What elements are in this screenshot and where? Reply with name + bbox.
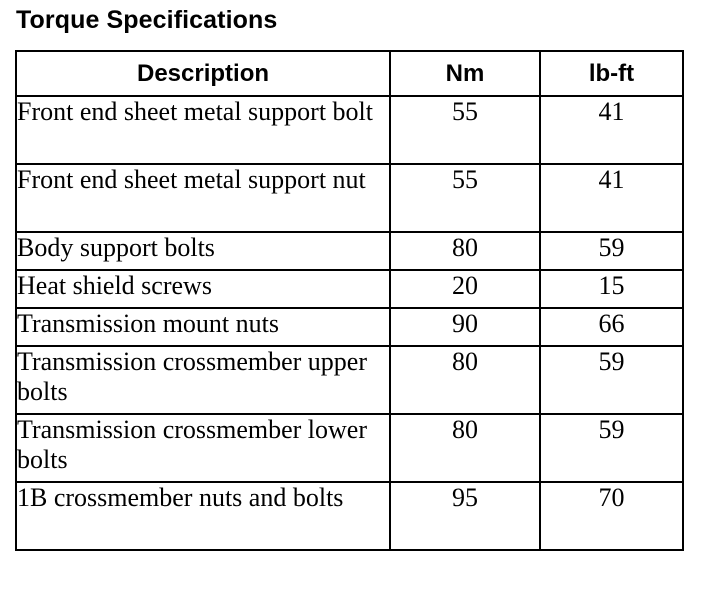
nm-cell: 80 <box>390 346 540 414</box>
table-row <box>16 96 683 164</box>
column-header-description: Description <box>16 51 390 96</box>
nm-cell: 95 <box>390 482 540 550</box>
description-cell: 1B crossmember nuts and bolts <box>16 482 390 550</box>
description-cell: Body support bolts <box>16 232 390 270</box>
table-row <box>16 232 683 270</box>
table-row <box>16 346 683 414</box>
description-cell: Transmission mount nuts <box>16 308 390 346</box>
lbft-cell: 41 <box>540 164 683 232</box>
description-cell: Front end sheet metal support bolt <box>16 96 390 164</box>
table-row <box>16 308 683 346</box>
nm-cell: 55 <box>390 164 540 232</box>
lbft-cell: 66 <box>540 308 683 346</box>
description-cell: Transmission crossmember upper bolts <box>16 346 390 414</box>
lbft-cell: 59 <box>540 232 683 270</box>
description-cell: Front end sheet metal support nut <box>16 164 390 232</box>
nm-cell: 80 <box>390 414 540 482</box>
description-cell: Heat shield screws <box>16 270 390 308</box>
table-row <box>16 270 683 308</box>
lbft-cell: 15 <box>540 270 683 308</box>
table-row <box>16 482 683 550</box>
nm-cell: 55 <box>390 96 540 164</box>
description-cell: Transmission crossmember lower bolts <box>16 414 390 482</box>
lbft-cell: 59 <box>540 414 683 482</box>
table-row <box>16 414 683 482</box>
torque-specifications-table <box>15 50 684 551</box>
column-header-nm: Nm <box>390 51 540 96</box>
nm-cell: 20 <box>390 270 540 308</box>
page-title: Torque Specifications <box>16 6 278 34</box>
lbft-cell: 59 <box>540 346 683 414</box>
table-header-row <box>16 51 683 96</box>
lbft-cell: 41 <box>540 96 683 164</box>
column-header-lbft: lb-ft <box>540 51 683 96</box>
nm-cell: 80 <box>390 232 540 270</box>
lbft-cell: 70 <box>540 482 683 550</box>
nm-cell: 90 <box>390 308 540 346</box>
table-row <box>16 164 683 232</box>
